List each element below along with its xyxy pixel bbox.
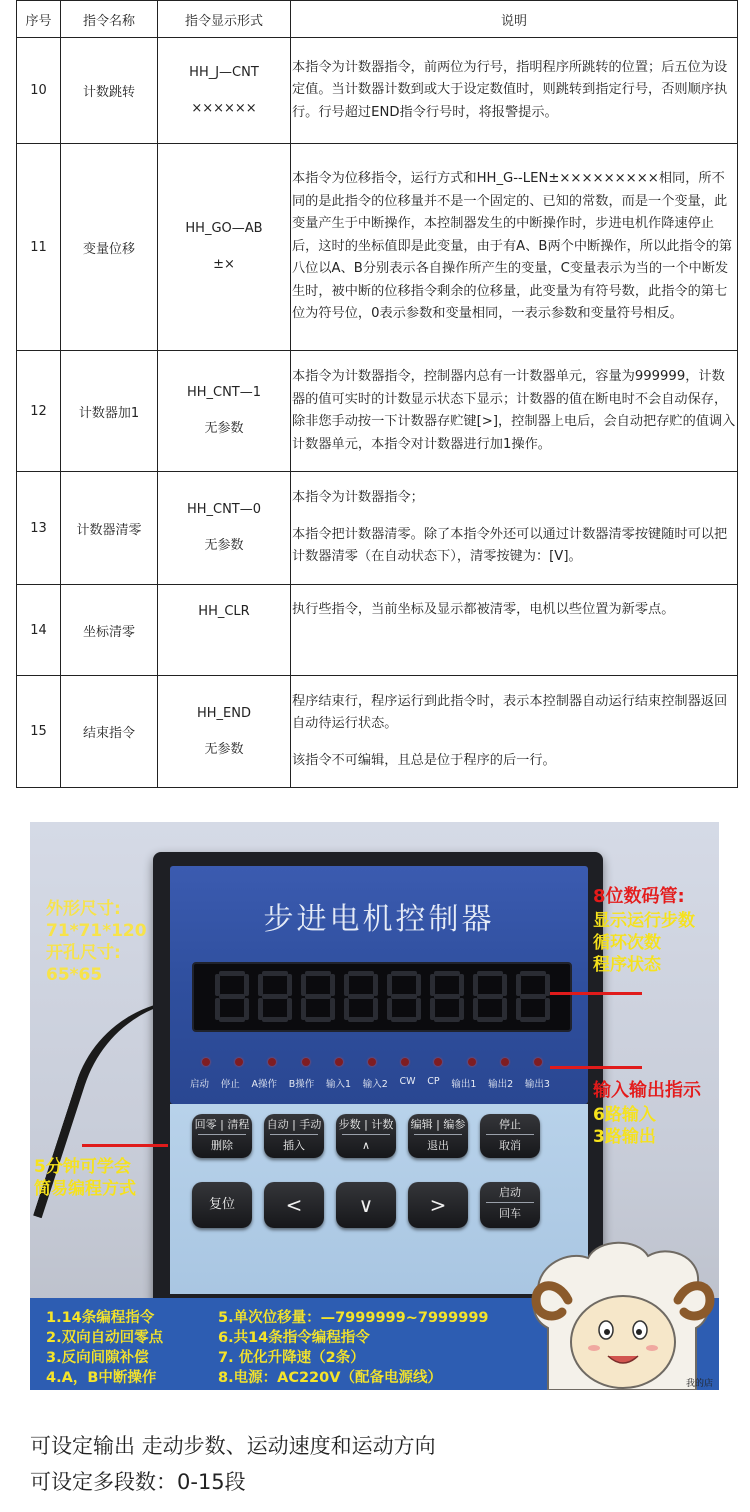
display-digit — [428, 969, 466, 1025]
led-indicator — [468, 1058, 476, 1066]
learn-annotation: 5分钟可学会 简易编程方式 — [34, 1157, 136, 1199]
learn-pointer-line — [82, 1144, 168, 1147]
led-indicator — [368, 1058, 376, 1066]
spec-item: 1.14条编程指令 — [46, 1310, 155, 1326]
right-arrow-key[interactable]: > — [408, 1182, 468, 1228]
led-label: 输入2 — [362, 1079, 388, 1090]
led-indicator — [235, 1058, 243, 1066]
table-row — [17, 144, 738, 351]
footer-line-output: 可设定输出 走动步数、运动速度和运动方向 — [30, 1434, 436, 1458]
led-label: A操作 — [251, 1079, 277, 1090]
desc-paragraph: 本指令为位移指令，运行方式和HH_G--LEN±×××××××××相同，所不同的是此指令的位移量并不是一个固定的、已知的常数，而是一个变量，此变量产生于中断操作，本控制器发生的中断操作时，步进电机作降速停止后，这时的坐标值即是此变量，由于有A、B两个中断操作，所以此指令的第八位以A、B分别表示各自操作所产生的变量，C变量表示为当的一个中断发生时，被中断的位移指令剩余的位移量，此变量为有符号数，此指令的第七位为符号位，0表示参数和变量相同，一表示参数和变量符号相反。 — [292, 171, 733, 322]
edit-param-exit-key[interactable]: 编辑 | 编参 退出 — [408, 1114, 468, 1158]
display-digit — [256, 969, 294, 1025]
format-line: ×××××× — [191, 100, 257, 116]
row-name: 坐标清零 — [61, 585, 158, 676]
row-format — [158, 351, 291, 472]
row-desc — [291, 472, 738, 585]
row-no: 11 — [17, 144, 61, 351]
display-digit — [385, 969, 423, 1025]
display-annotation-title: 8位数码管: — [593, 886, 685, 907]
stop-cancel-key[interactable]: 停止 取消 — [480, 1114, 540, 1158]
format-line: HH_CNT—1 — [186, 385, 262, 400]
format-line: HH_GO—AB — [185, 221, 263, 236]
table-header-row — [17, 1, 738, 38]
led-label: 启动 — [190, 1079, 210, 1090]
row-desc — [291, 144, 738, 351]
row-no: 13 — [17, 472, 61, 585]
display-digit — [213, 969, 251, 1025]
row-name: 计数跳转 — [61, 38, 158, 144]
format-line: 无参数 — [204, 421, 244, 436]
led-indicator — [534, 1058, 542, 1066]
instruction-table — [16, 0, 738, 788]
header-desc: 说明 — [291, 1, 738, 38]
table-row — [17, 585, 738, 676]
row-desc — [291, 585, 738, 676]
seven-segment-display — [192, 962, 572, 1032]
left-arrow-key[interactable]: < — [264, 1182, 324, 1228]
spec-item: 6.共14条指令编程指令 — [218, 1330, 370, 1346]
sheep-mascot-icon — [528, 1230, 718, 1390]
row-desc — [291, 676, 738, 788]
format-line: 无参数 — [204, 538, 244, 553]
led-label: CP — [427, 1076, 440, 1087]
led-indicator — [501, 1058, 509, 1066]
table-row — [17, 676, 738, 788]
desc-paragraph: 本指令为计数器指令； — [292, 490, 424, 506]
io-annotation-lines: 6路输入 3路输出 — [593, 1105, 656, 1147]
format-line: HH_J—CNT — [189, 64, 259, 80]
size-annotation: 外形尺寸: 71*71*120 开孔尺寸: 65*65 — [46, 899, 147, 985]
spec-item: 3.反向间隙补偿 — [46, 1350, 149, 1366]
row-no: 14 — [17, 585, 61, 676]
led-label: 输入1 — [325, 1079, 351, 1090]
display-digit — [299, 969, 337, 1025]
row-no: 10 — [17, 38, 61, 144]
header-no: 序号 — [17, 1, 61, 38]
spec-item: 4.A，B中断操作 — [46, 1370, 157, 1386]
home-clear-delete-key[interactable]: 回零 | 清程 删除 — [192, 1114, 252, 1158]
controller-title: 步进电机控制器 — [263, 902, 495, 937]
row-name: 结束指令 — [61, 676, 158, 788]
format-line: 无参数 — [204, 741, 244, 757]
row-name: 计数器加1 — [61, 351, 158, 472]
desc-paragraph: 本指令把计数器清零。除了本指令外还可以通过计数器清零按键随时可以把计数器清零（在自动状态下），清零按键为：[V]。 — [292, 526, 728, 565]
row-format — [158, 585, 291, 676]
led-label: 停止 — [220, 1079, 240, 1090]
table-row — [17, 472, 738, 585]
desc-paragraph: 执行些指令，当前坐标及显示都被清零，电机以些位置为新零点。 — [292, 602, 675, 617]
table-row — [17, 351, 738, 472]
row-name: 计数器清零 — [61, 472, 158, 585]
spec-item: 2.双向自动回零点 — [46, 1330, 164, 1346]
row-format — [158, 144, 291, 351]
desc-paragraph: 本指令为计数器指令，前两位为行号，指明程序所跳转的位置；后五位为设定值。当计数器计数到或大于设定数值时，则跳转到指定行号，否则顺序执行。行号超过END指令行号时，将报警提示。 — [292, 59, 728, 120]
footer-line-segments: 可设定多段数：0-15段 — [30, 1470, 246, 1494]
spec-item: 8.电源：AC220V（配备电源线） — [218, 1370, 442, 1386]
row-desc — [291, 38, 738, 144]
led-indicator — [202, 1058, 210, 1066]
display-pointer-line — [550, 992, 642, 995]
keypad-panel — [170, 1104, 588, 1294]
desc-paragraph: 本指令为计数器指令，控制器内总有一计数器单元，容量为999999，计数器的值可实时的计数显示状态下显示；计数器的值在断电时不会自动保存，除非您手动按一下计数器存贮键[>]，控制器上电后，会自动把存贮的值调入计数器单元，本指令对计数器进行加1操作。 — [292, 369, 736, 452]
led-label: 输出2 — [488, 1079, 514, 1090]
row-desc — [291, 351, 738, 472]
io-pointer-line — [550, 1066, 642, 1069]
row-no: 12 — [17, 351, 61, 472]
desc-paragraph: 程序结束行，程序运行到此指令时，表示本控制器自动运行结束控制器返回自动待运行状态。 — [292, 693, 728, 732]
led-label: CW — [399, 1076, 416, 1087]
row-format — [158, 472, 291, 585]
controller-photo — [30, 822, 719, 1390]
led-label: B操作 — [288, 1079, 315, 1090]
display-digit — [342, 969, 380, 1025]
steps-count-up-key[interactable]: 步数 | 计数 ∧ — [336, 1114, 396, 1158]
desc-paragraph: 该指令不可编辑，且总是位于程序的后一行。 — [292, 752, 556, 768]
led-labels — [190, 1076, 550, 1090]
row-format — [158, 38, 291, 144]
io-annotation-title: 输入输出指示 — [593, 1080, 701, 1101]
header-name: 指令名称 — [61, 1, 158, 38]
down-arrow-key[interactable]: ∨ — [336, 1182, 396, 1228]
led-label: 输出3 — [524, 1079, 550, 1090]
led-indicator — [268, 1058, 276, 1066]
reset-key[interactable]: 复位 — [192, 1182, 252, 1228]
start-enter-key[interactable]: 启动 回车 — [480, 1182, 540, 1228]
led-indicator — [434, 1058, 442, 1066]
display-annotation-lines: 显示运行步数 循环次数 程序状态 — [593, 911, 695, 975]
format-line: ±× — [213, 257, 235, 272]
led-label: 输出1 — [451, 1079, 477, 1090]
sheep-caption: 我的店 — [686, 1379, 714, 1389]
indicator-leds — [202, 1058, 542, 1066]
row-format — [158, 676, 291, 788]
header-format: 指令显示形式 — [158, 1, 291, 38]
format-line: HH_CNT—0 — [186, 502, 262, 517]
spec-item: 5.单次位移量：—7999999~7999999 — [218, 1310, 489, 1326]
table-row — [17, 38, 738, 144]
led-indicator — [302, 1058, 310, 1066]
format-line: HH_CLR — [198, 604, 250, 619]
display-digit — [471, 969, 509, 1025]
row-name: 变量位移 — [61, 144, 158, 351]
spec-item: 7. 优化升降速（2条） — [218, 1350, 365, 1366]
led-indicator — [335, 1058, 343, 1066]
format-line: HH_END — [197, 705, 251, 721]
led-indicator — [401, 1058, 409, 1066]
display-digit — [514, 969, 552, 1025]
auto-manual-insert-key[interactable]: 自动 | 手动 插入 — [264, 1114, 324, 1158]
row-no: 15 — [17, 676, 61, 788]
